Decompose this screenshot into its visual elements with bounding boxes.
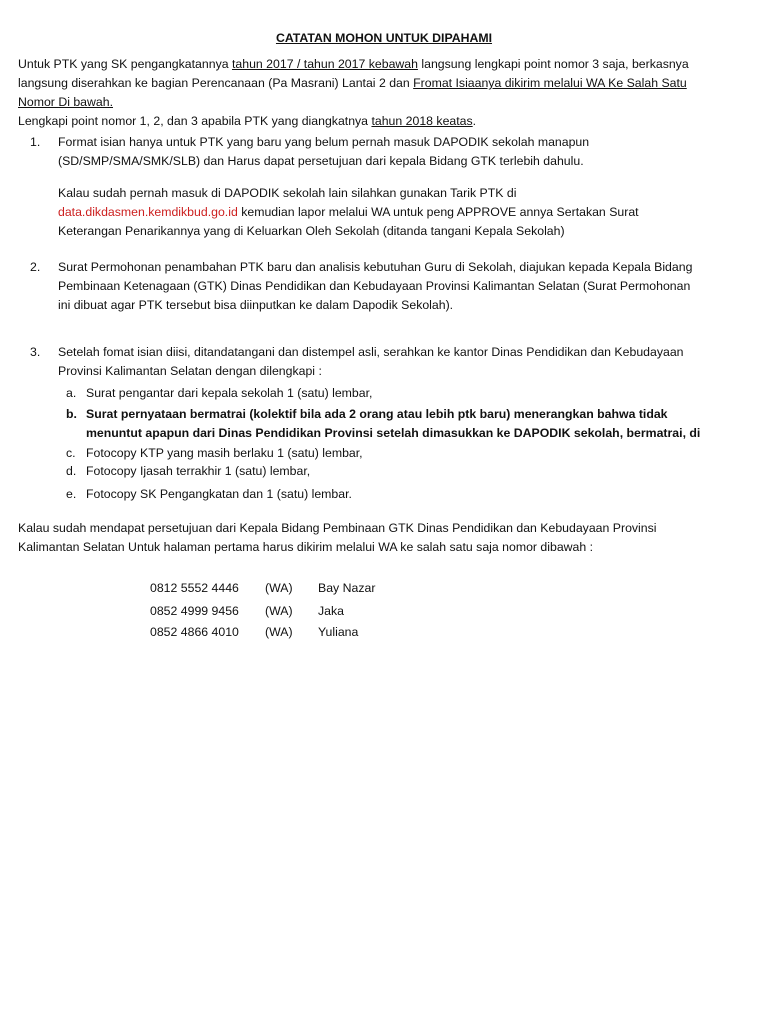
- sub-item-text: Fotocopy SK Pengangkatan dan 1 (satu) lembar.: [86, 487, 352, 501]
- contact-name: Jaka: [318, 604, 344, 618]
- sub-item-text: Surat pengantar dari kepala sekolah 1 (satu) lembar,: [86, 386, 373, 400]
- list-item-1: [30, 133, 700, 241]
- list-item-3: [30, 343, 700, 381]
- intro-text: .: [472, 114, 477, 128]
- contact-name: Bay Nazar: [318, 581, 376, 595]
- contact-name: Yuliana: [318, 625, 359, 639]
- contact-wa-tag: (WA): [265, 625, 293, 639]
- list-number: 1.: [30, 135, 41, 149]
- sub-item-letter: a.: [66, 386, 77, 400]
- intro-paragraph-1: [18, 55, 718, 112]
- intro-text: Lengkapi point nomor 1, 2, dan 3 apabila PTK yang diangkatnya: [18, 114, 372, 128]
- item-1-paragraph: Format isian hanya untuk PTK yang baru yang belum pernah masuk DAPODIK sekolah manapun (SD/SMP/SMA/SMK/SLB) dan Harus dapat persetujuan dari kepala Bidang GTK terlebih dahulu.: [58, 135, 590, 168]
- closing-section: [18, 519, 718, 557]
- sub-item-d: [66, 462, 716, 481]
- list-number: 3.: [30, 345, 41, 359]
- list-item-2: [30, 258, 700, 315]
- sub-item-e: [66, 485, 716, 504]
- sub-item-letter: d.: [66, 464, 77, 478]
- intro-section: [18, 55, 718, 131]
- item-1-tarik-ptk-note: [58, 184, 700, 241]
- intro-year-2018: tahun 2018 keatas: [371, 114, 473, 128]
- contact-phone[interactable]: 0852 4866 4010: [150, 625, 239, 639]
- item-3-paragraph: Setelah fomat isian diisi, ditandatangani dan distempel asli, serahkan ke kantor Dinas Pendidikan dan Kebudayaan Provinsi Kalimantan Selatan dengan dilengkapi :: [58, 345, 684, 378]
- item-1-text: kemudian lapor melalui WA untuk peng APPROVE annya Sertakan Surat Keterangan Penarikannya yang di Keluarkan Oleh Sekolah (ditanda tangani Kepala Sekolah): [58, 205, 639, 238]
- item-2-paragraph: Surat Permohonan penambahan PTK baru dan analisis kebutuhan Guru di Sekolah, diajukan kepada Kepala Bidang Pembinaan Ketenagaan (GTK) Dinas Pendidikan dan Kebudayaan Provinsi Kalimantan Selatan (Surat Permohonan ini dibuat agar PTK tersebut bisa diinputkan ke dalam Dapodik Sekolah).: [58, 260, 693, 312]
- contact-phone[interactable]: 0812 5552 4446: [150, 581, 239, 595]
- contact-wa-tag: (WA): [265, 581, 293, 595]
- page-title: CATATAN MOHON UNTUK DIPAHAMI: [275, 31, 493, 45]
- dapodik-link[interactable]: data.dikdasmen.kemdikbud.go.id: [58, 205, 238, 219]
- intro-paragraph-2: [18, 112, 718, 131]
- sub-item-letter: e.: [66, 487, 77, 501]
- list-number: 2.: [30, 260, 41, 274]
- intro-years: tahun 2017 / tahun 2017 kebawah: [231, 57, 418, 71]
- sub-item-letter: c.: [66, 446, 76, 460]
- closing-paragraph: Kalau sudah mendapat persetujuan dari Kepala Bidang Pembinaan GTK Dinas Pendidikan dan Kebudayaan Provinsi Kalimantan Selatan Untuk halaman pertama harus dikirim melalui WA ke salah satu saja nomor dibawah :: [18, 521, 657, 554]
- sub-item-b: [66, 405, 716, 443]
- intro-format-note: Fromat Isiaanya dikirim melalui WA Ke Salah Satu Nomor Di bawah.: [18, 76, 687, 109]
- intro-text: Untuk PTK yang SK pengangkatannya: [18, 57, 232, 71]
- item-1-text: Kalau sudah pernah masuk di DAPODIK sekolah lain silahkan gunakan Tarik PTK di: [58, 186, 517, 200]
- sub-item-a: [66, 384, 716, 403]
- intro-text: langsung lengkapi point nomor 3 saja, berkasnya langsung diserahkan ke bagian Perencanaan (Pa Masrani) Lantai 2 dan: [18, 57, 689, 90]
- sub-item-text: Fotocopy Ijasah terrakhir 1 (satu) lembar,: [86, 464, 311, 478]
- sub-item-text: Surat pernyataan bermatrai (kolektif bila ada 2 orang atau lebih ptk baru) menerangkan bahwa tidak menuntut apapun dari Dinas Pendidikan Provinsi setelah dimasukkan ke DAPODIK sekolah, bermatrai, di: [86, 407, 701, 440]
- sub-item-c: [66, 444, 716, 463]
- sub-item-letter: b.: [66, 407, 77, 421]
- contact-wa-tag: (WA): [265, 604, 293, 618]
- contact-phone[interactable]: 0852 4999 9456: [150, 604, 239, 618]
- sub-item-text: Fotocopy KTP yang masih berlaku 1 (satu) lembar,: [86, 446, 363, 460]
